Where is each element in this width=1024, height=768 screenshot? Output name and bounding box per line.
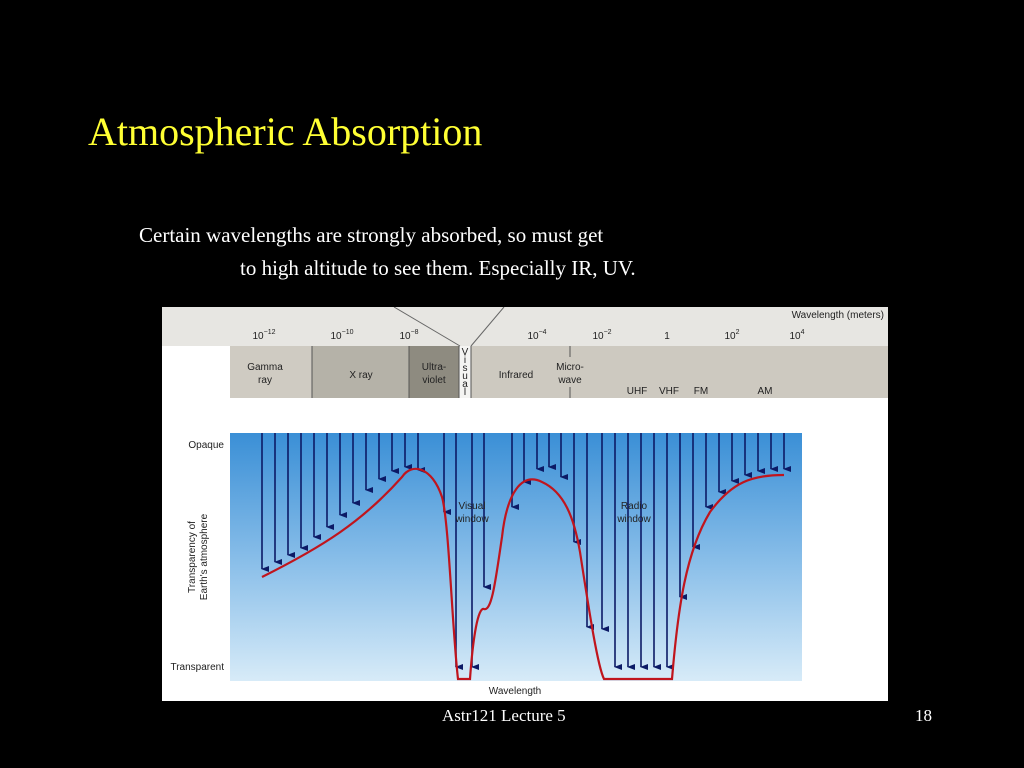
opaque-label: Opaque [188,440,224,451]
body-text-line-2: to high altitude to see them. Especially IR, UV. [240,256,636,280]
plot-area [230,433,802,681]
tick-label-1 [664,331,670,342]
am-label: AM [757,386,773,397]
svg-text:V: V [461,347,469,358]
microwave-label-1: Micro- [556,362,584,373]
tick-strip [162,307,888,346]
uhf-label: UHF [626,386,648,397]
svg-text:a: a [462,379,468,390]
footer-text: Astr121 Lecture 5 [442,706,566,725]
visual-window-label-2: window [455,514,489,525]
microwave-label-2: wave [558,375,582,386]
radio-window-label-1: Radio [620,501,648,512]
svg-text:10−12: $10^{-12}$ [252,329,276,342]
svg-text:s: s [462,363,468,374]
uv-label-2: violet [422,375,446,386]
x-axis-label: Wavelength [488,686,542,697]
svg-text:u: u [462,371,468,382]
atmospheric-absorption-figure [162,307,888,701]
svg-text:10−4: $10^{-4}$ [527,329,547,342]
svg-text:1: 1 [664,331,670,342]
y-axis-label [187,513,210,600]
svg-text:10−2: $10^{-2}$ [592,329,612,342]
svg-text:l: l [463,387,467,398]
xray-label: X ray [349,370,373,381]
transparent-label: Transparent [170,662,224,673]
radio-window-label-2: window [617,514,651,525]
figure-svg [162,307,888,701]
wavelength-header: Wavelength (meters) [791,310,884,321]
uv-label-1: Ultra- [421,362,447,373]
svg-text:104: $10^4$ [789,329,805,342]
gamma-label-2: ray [258,375,272,386]
svg-text:i: i [463,355,467,366]
body-text-line-1: Certain wavelengths are strongly absorbed, so must get [139,223,604,247]
visual-window-label-1: Visual [458,501,486,512]
svg-text:102: $10^2$ [724,329,740,342]
infrared-label: Infrared [498,370,534,381]
vhf-label: VHF [659,386,679,397]
svg-text:Earth's atmosphere: Earth's atmosphere [199,513,210,601]
svg-text:Transparency of: Transparency of [187,521,198,593]
svg-text:10−10: $10^{-10}$ [330,329,354,342]
page-number: 18 [915,706,932,725]
svg-text:10−8: $10^{-8}$ [399,329,419,342]
fm-label: FM [693,386,709,397]
slide-title: Atmospheric Absorption [88,109,483,154]
gamma-label-1: Gamma [247,362,283,373]
